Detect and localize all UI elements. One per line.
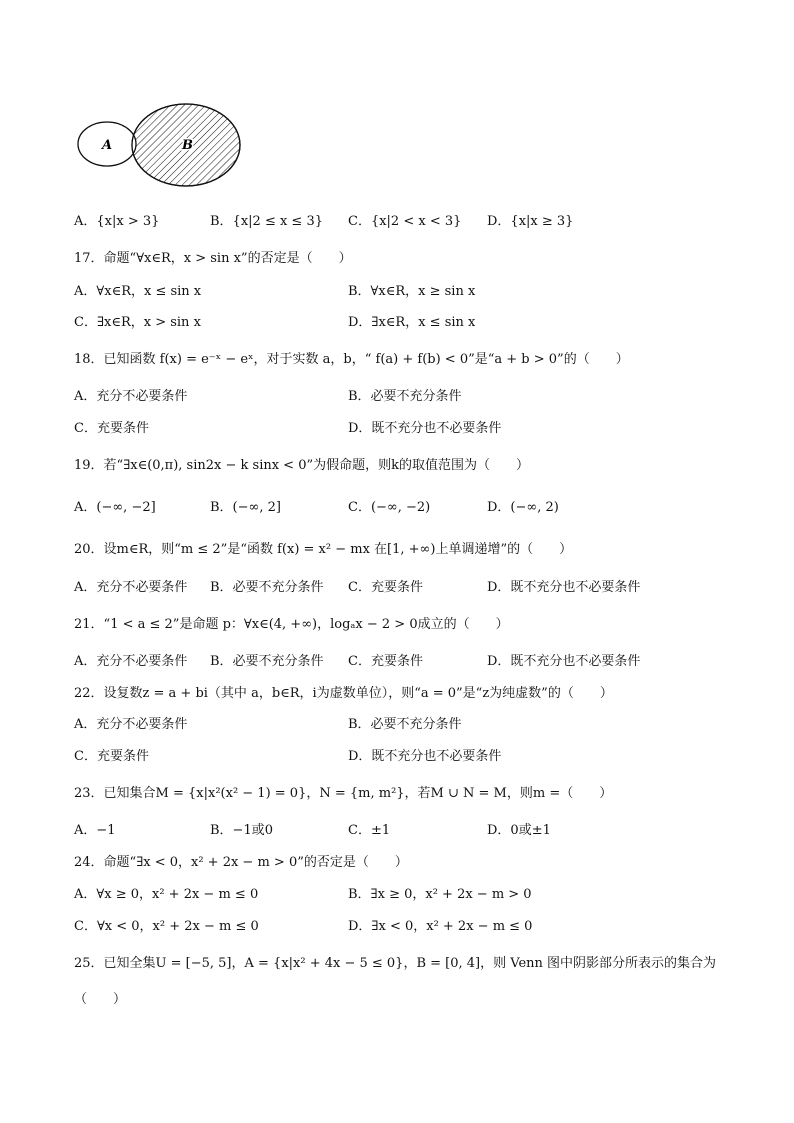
q16-option-a[interactable]: A．{x|x > 3} xyxy=(74,214,160,229)
q22-option-d[interactable]: D．既不充分也不必要条件 xyxy=(348,749,502,764)
q17-stem: 17．命题“∀x∈R，x > sin x”的否定是（ ） xyxy=(74,251,352,266)
q24-option-a[interactable]: A．∀x ≥ 0，x² + 2x − m ≤ 0 xyxy=(74,887,259,902)
set-a-label: A xyxy=(102,138,113,153)
q20-stem: 20．设m∈R，则“m ≤ 2”是“函数 f(x) = x² − mx 在[1, +∞)上单调递增”的（ ） xyxy=(74,542,573,557)
q19-option-d[interactable]: D．(−∞, 2) xyxy=(487,500,559,515)
q19-option-a[interactable]: A．(−∞, −2] xyxy=(74,500,156,515)
q18-stem: 18．已知函数 f(x) = e⁻ˣ − eˣ，对于实数 a，b，“ f(a) + f(b) < 0”是“a + b > 0”的（ ） xyxy=(74,352,629,367)
q23-option-c[interactable]: C．±1 xyxy=(348,823,391,838)
q22-option-b[interactable]: B．必要不充分条件 xyxy=(348,717,462,732)
q23-option-d[interactable]: D．0或±1 xyxy=(487,823,551,838)
q19-stem: 19．若“∃x∈(0,π), sin2x − k sinx < 0”为假命题，则k的取值范围为（ ） xyxy=(74,458,530,473)
q19-option-c[interactable]: C．(−∞, −2) xyxy=(348,500,431,515)
q20-option-b[interactable]: B．必要不充分条件 xyxy=(210,580,324,595)
venn-diagram xyxy=(74,102,242,190)
q23-option-b[interactable]: B．−1或0 xyxy=(210,823,273,838)
q16-option-d[interactable]: D．{x|x ≥ 3} xyxy=(487,214,574,229)
q17-option-b[interactable]: B．∀x∈R，x ≥ sin x xyxy=(348,284,476,299)
q22-stem: 22．设复数z = a + bi（其中 a，b∈R，i为虚数单位），则“a = 0”是“z为纯虚数”的（ ） xyxy=(74,686,613,701)
q24-option-d[interactable]: D．∃x < 0，x² + 2x − m ≤ 0 xyxy=(348,919,533,934)
q20-option-a[interactable]: A．充分不必要条件 xyxy=(74,580,188,595)
q22-option-c[interactable]: C．充要条件 xyxy=(74,749,149,764)
q17-option-d[interactable]: D．∃x∈R，x ≤ sin x xyxy=(348,315,476,330)
q18-option-c[interactable]: C．充要条件 xyxy=(74,421,149,436)
q23-stem: 23．已知集合M = {x|x²(x² − 1) = 0}，N = {m, m²}，若M ∪ N = M，则m =（ ） xyxy=(74,786,613,801)
q24-stem: 24．命题“∃x < 0，x² + 2x − m > 0”的否定是（ ） xyxy=(74,855,408,870)
q17-option-c[interactable]: C．∃x∈R，x > sin x xyxy=(74,315,201,330)
q18-option-a[interactable]: A．充分不必要条件 xyxy=(74,389,188,404)
q24-option-c[interactable]: C．∀x < 0，x² + 2x − m ≤ 0 xyxy=(74,919,259,934)
q25-stem: 25．已知全集U = [−5, 5]，A = {x|x² + 4x − 5 ≤ 0}，B = [0, 4]，则 Venn 图中阴影部分所表示的集合为 xyxy=(74,956,717,971)
q21-option-b[interactable]: B．必要不充分条件 xyxy=(210,654,324,669)
q16-option-b[interactable]: B．{x|2 ≤ x ≤ 3} xyxy=(210,214,323,229)
q16-option-c[interactable]: C．{x|2 < x < 3} xyxy=(348,214,462,229)
q22-option-a[interactable]: A．充分不必要条件 xyxy=(74,717,188,732)
q20-option-c[interactable]: C．充要条件 xyxy=(348,580,423,595)
q23-option-a[interactable]: A．−1 xyxy=(74,823,116,838)
q18-option-b[interactable]: B．必要不充分条件 xyxy=(348,389,462,404)
q20-option-d[interactable]: D．既不充分也不必要条件 xyxy=(487,580,641,595)
set-b-label: B xyxy=(182,138,193,153)
q19-option-b[interactable]: B．(−∞, 2] xyxy=(210,500,281,515)
q25-stem-continuation: （ ） xyxy=(74,992,127,1007)
q18-option-d[interactable]: D．既不充分也不必要条件 xyxy=(348,421,502,436)
q21-option-d[interactable]: D．既不充分也不必要条件 xyxy=(487,654,641,669)
q17-option-a[interactable]: A．∀x∈R，x ≤ sin x xyxy=(74,284,202,299)
q21-option-c[interactable]: C．充要条件 xyxy=(348,654,423,669)
q21-stem: 21．“1 < a ≤ 2”是命题 p：∀x∈(4, +∞)，logₐx − 2 > 0成立的（ ） xyxy=(74,617,509,632)
q21-option-a[interactable]: A．充分不必要条件 xyxy=(74,654,188,669)
q24-option-b[interactable]: B．∃x ≥ 0，x² + 2x − m > 0 xyxy=(348,887,532,902)
